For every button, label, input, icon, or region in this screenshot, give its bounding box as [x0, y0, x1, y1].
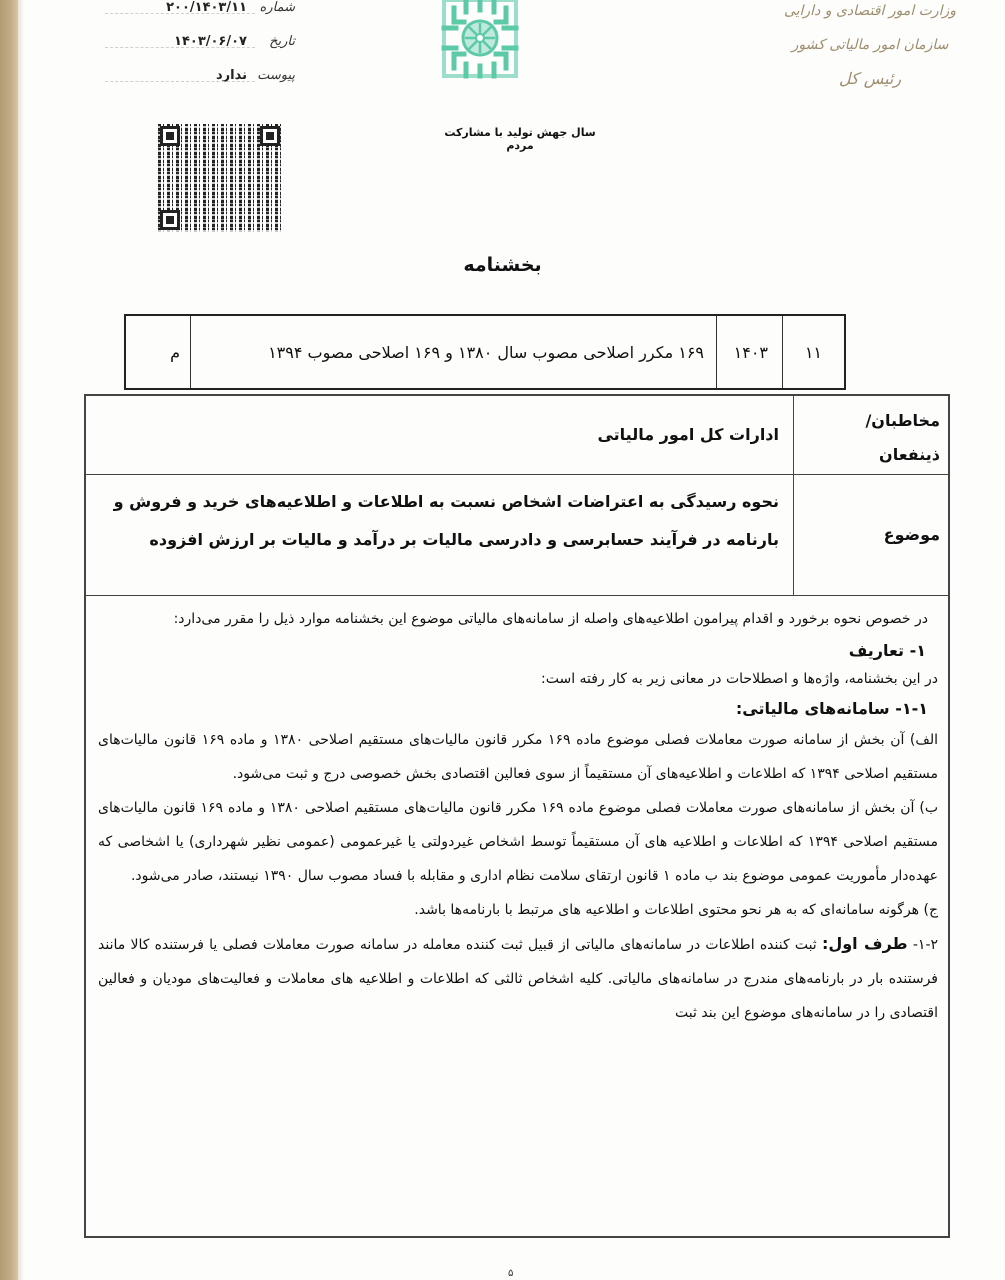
number-value: ۲۰۰/۱۴۰۳/۱۱: [166, 0, 247, 15]
date-value: ۱۴۰۳/۰۶/۰۷: [174, 33, 247, 49]
head-title: رئیس کل: [838, 69, 902, 88]
circular-body: [86, 596, 948, 1030]
first-party-text: ثبت کننده اطلاعات در سامانه‌های مالیاتی از قبیل ثبت کننده معامله در سامانه صورت معاملات فصلی یا فرستنده کالا مانند فرستنده بار در بارنامه‌های مندرج در سامانه‌های مالیاتی. کلیه اشخاص ثالثی که اطلاعات و اطلاعیه های معاملات و فعالیت‌های مودیان و فعالین اقتصادی را در سامانه‌های موضوع این بند ثبت: [98, 937, 938, 1021]
qr-code-icon[interactable]: [158, 124, 282, 232]
audience-label: [793, 396, 948, 474]
circular-body-frame: [84, 394, 950, 1238]
audience-value: ادارات کل امور مالیاتی: [597, 425, 779, 444]
attachment-label: پیوست: [257, 67, 295, 83]
tax-systems-heading: ۱-۱- سامانه‌های مالیاتی:: [735, 699, 928, 718]
page-number: ۵: [508, 1268, 514, 1279]
date-line: [105, 46, 255, 48]
meta-number-row: [105, 0, 295, 24]
meta-date-row: [105, 24, 295, 58]
definition-item-c: ج) هرگونه سامانه‌ای که به هر نحو محتوی اطلاعات و اطلاعیه های مرتبط با بارنامه‌ها باشد.: [414, 902, 938, 918]
first-party-term: طرف اول:: [821, 934, 908, 953]
definitions-intro: در این بخشنامه، واژه‌ها و اصطلاحات در معانی زیر به کار رفته است:: [541, 671, 938, 687]
ministry-letterhead: [770, 0, 970, 96]
circular-number: ۱۱: [782, 316, 844, 388]
paper-edge-shadow: [18, 0, 24, 1280]
ministry-name: وزارت امور اقتصادی و دارایی: [783, 3, 957, 19]
year-slogan: سال جهش تولید با مشارکت مردم: [444, 126, 596, 152]
first-party-definition: [98, 927, 938, 1030]
reference-table: [124, 314, 846, 390]
qr-finder-bottom-left: [160, 210, 180, 230]
organization-name: سازمان امور مالیاتی کشور: [791, 37, 949, 53]
number-line: [105, 12, 255, 14]
date-label: تاریخ: [269, 33, 295, 49]
number-label: شماره: [259, 0, 295, 15]
first-party-number: ۱-۲-: [912, 937, 939, 953]
qr-finder-top-left: [160, 126, 180, 146]
definition-item-b: ب) آن بخش از سامانه‌های صورت معاملات فصلی موضوع ماده ۱۶۹ مکرر قانون مالیات‌های مستقیم اصلاحی ۱۳۸۰ و ماده ۱۶۹ قانون مالیات‌های مستقیم اصلاحی ۱۳۹۴ که اطلاعات و اطلاعیه های آن مستقیماً توسط اشخاص غیردولتی یا غیرعمومی (عمومی نظیر شهرداری) یا اشخاصی که عهده‌دار مأموریت عمومی موضوع بند ب ماده ۱ قانون ارتقای سلامت نظام اداری و مقابله با فساد مصوب سال ۱۳۹۰ نیستند، صادر می‌شود.: [98, 800, 938, 884]
attachment-value: ندارد: [215, 67, 247, 83]
definition-item-a: الف) آن بخش از سامانه صورت معاملات فصلی موضوع ماده ۱۶۹ مکرر قانون مالیات‌های مستقیم اصلاحی ۱۳۸۰ و ماده ۱۶۹ قانون مالیات‌های مستقیم اصلاحی ۱۳۹۴ که اطلاعات و اطلاعیه‌های آن مستقیماً از سوی فعالین اقتصادی بخش خصوصی درج و ثبت می‌شود.: [98, 732, 939, 782]
subject-row: [86, 475, 948, 596]
qr-finder-top-right: [260, 126, 280, 146]
attachment-line: [105, 80, 255, 82]
circular-year: ۱۴۰۳: [716, 316, 782, 388]
tax-organization-emblem-icon: [430, 0, 530, 88]
legal-reference: ۱۶۹ مکرر اصلاحی مصوب سال ۱۳۸۰ و ۱۶۹ اصلاحی مصوب ۱۳۹۴: [190, 316, 716, 388]
audience-label-line1: مخاطبان/: [865, 411, 940, 430]
document-title: بخشنامه: [463, 254, 542, 276]
intro-paragraph: در خصوص نحوه برخورد و اقدام پیرامون اطلاعیه‌های واصله از سامانه‌های مالیاتی موضوع این بخشنامه موارد ذیل را مقرر می‌دارد:: [173, 611, 928, 627]
subject-label: موضوع: [793, 475, 948, 595]
section-definitions-heading: ۱- تعاریف: [848, 641, 926, 660]
audience-row: [86, 396, 948, 475]
scanned-paper-edge: [0, 0, 18, 1280]
reference-suffix: م: [170, 342, 180, 362]
meta-attachment-row: [105, 58, 295, 92]
audience-label-line2: ذینفعان: [879, 445, 940, 464]
subject-value: نحوه رسیدگی به اعتراضات اشخاص نسبت به اطلاعات و اطلاعیه‌های خرید و فروش و بارنامه در فرآیند حسابرسی و دادرسی مالیات بر درآمد و مالیات بر ارزش افزوده: [113, 492, 779, 549]
letter-meta: [105, 0, 295, 92]
